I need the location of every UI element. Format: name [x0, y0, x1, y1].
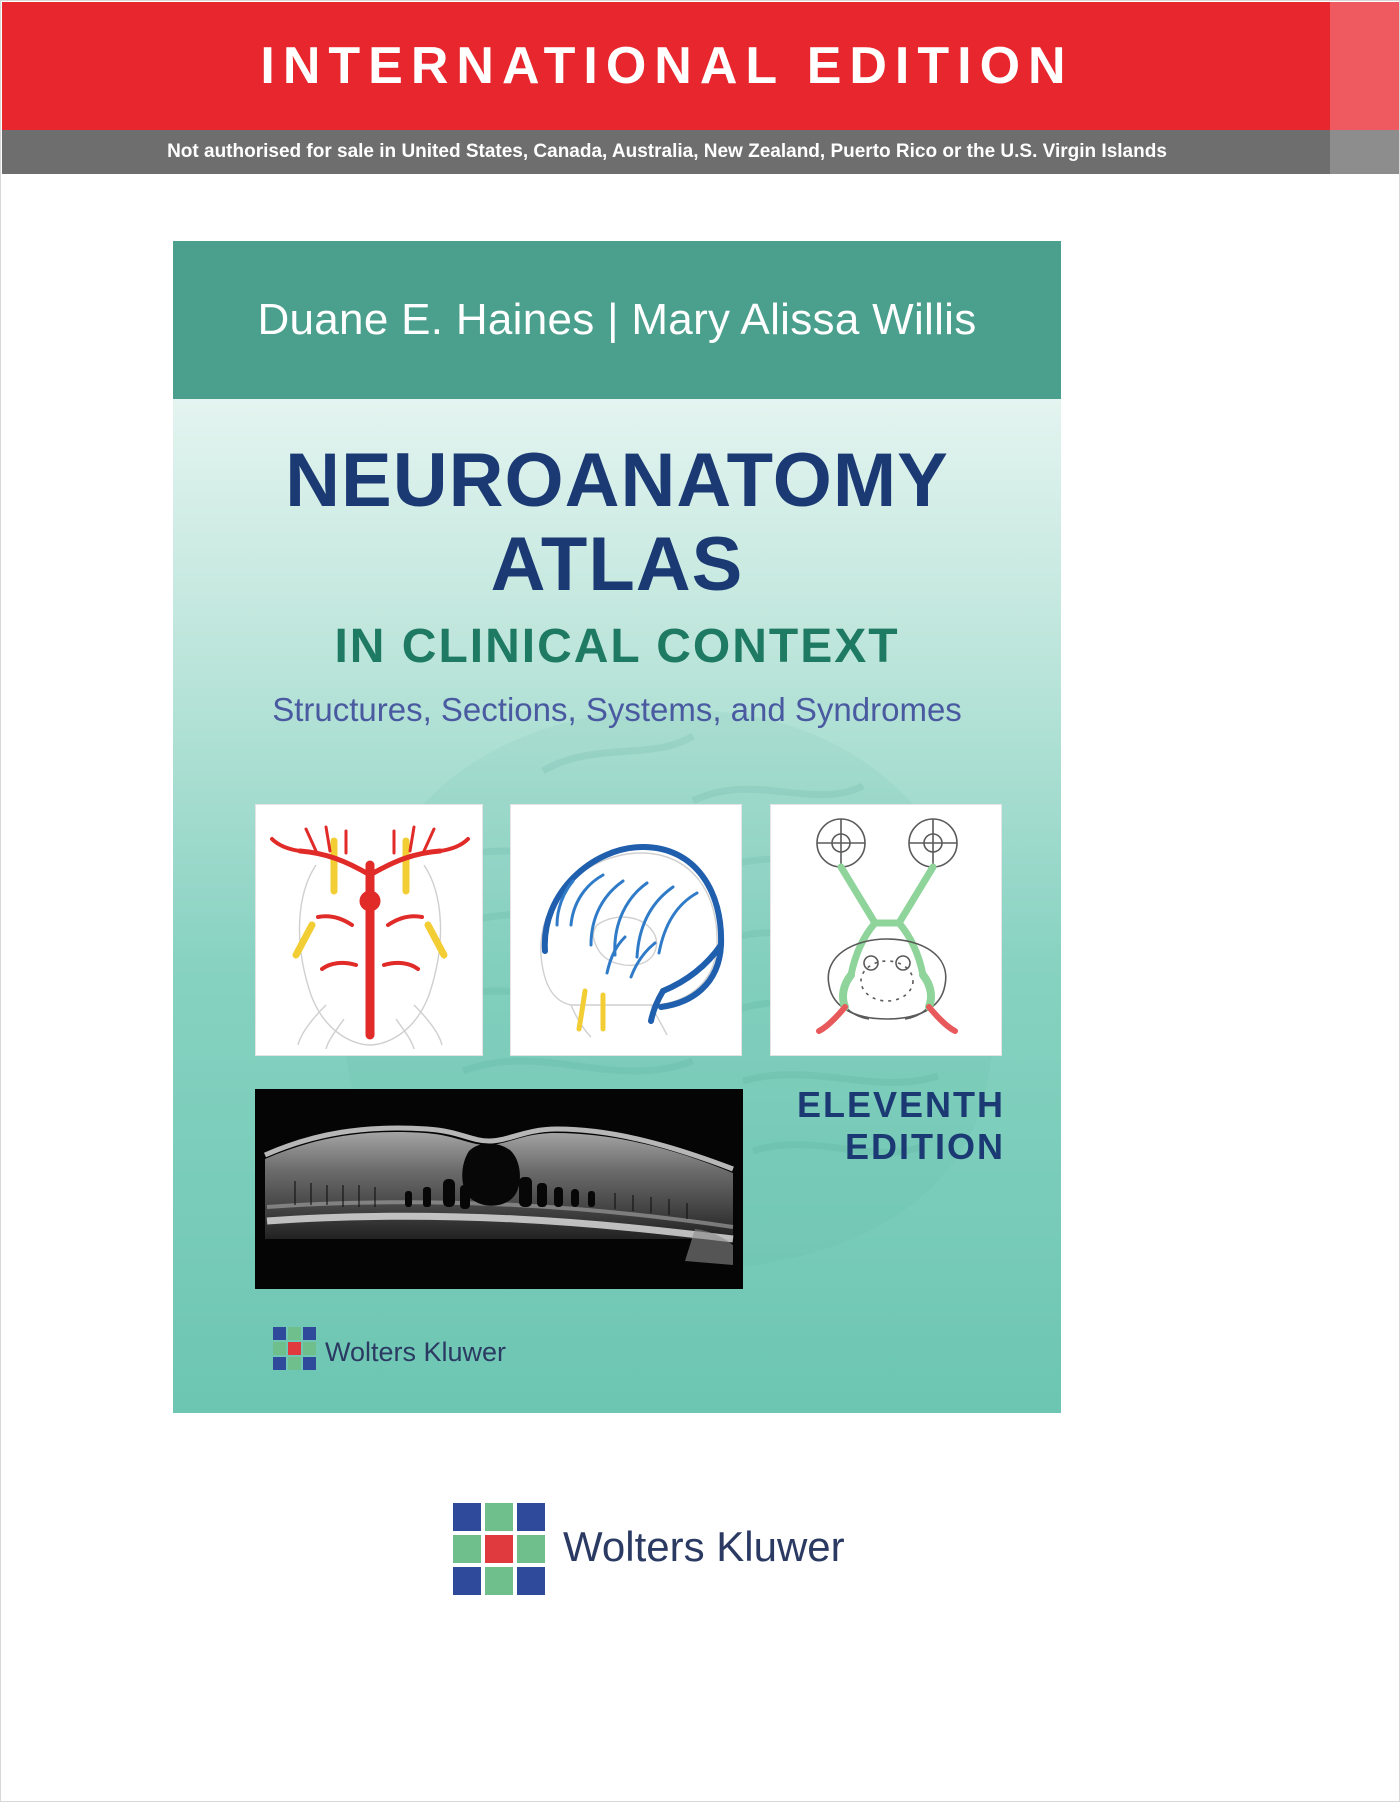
banner-gray-bar [2, 130, 1400, 174]
cover-authors: Duane E. Haines | Mary Alissa Willis [257, 295, 977, 344]
visual-pathway-schematic-illustration [770, 804, 1002, 1056]
edition-label: ELEVENTH EDITION [796, 1084, 1005, 1167]
cover-publisher-name: Wolters Kluwer [325, 1337, 507, 1367]
retinal-oct-scan-image [255, 1089, 743, 1289]
cover-publisher-logo [273, 1327, 593, 1385]
footer-publisher-name: Wolters Kluwer [563, 1523, 845, 1570]
international-edition-title: INTERNATIONAL EDITION [260, 37, 1074, 95]
cover-title: NEUROANATOMY ATLAS [285, 438, 949, 607]
sale-restriction-text: Not authorised for sale in United States, Canada, Australia, New Zealand, Puerto Rico or the U.S. Virgin Islands [167, 141, 1167, 162]
banner-red-bar [2, 2, 1400, 130]
wolters-kluwer-mark-icon [453, 1503, 545, 1595]
wolters-kluwer-mark-icon [273, 1327, 317, 1371]
footer-publisher-logo [453, 1503, 953, 1593]
book-cover-artwork [173, 241, 1061, 1413]
cover-tagline: Structures, Sections, Systems, and Syndromes [272, 691, 962, 728]
cerebral-venous-system-illustration [510, 804, 742, 1056]
international-edition-banner [2, 2, 1400, 130]
banner-red-accent [1330, 2, 1400, 130]
cover-subtitle: IN CLINICAL CONTEXT [334, 620, 900, 673]
author-band [173, 241, 1061, 399]
banner-gray-accent [1330, 130, 1400, 174]
arterial-supply-brainstem-illustration [255, 804, 483, 1056]
